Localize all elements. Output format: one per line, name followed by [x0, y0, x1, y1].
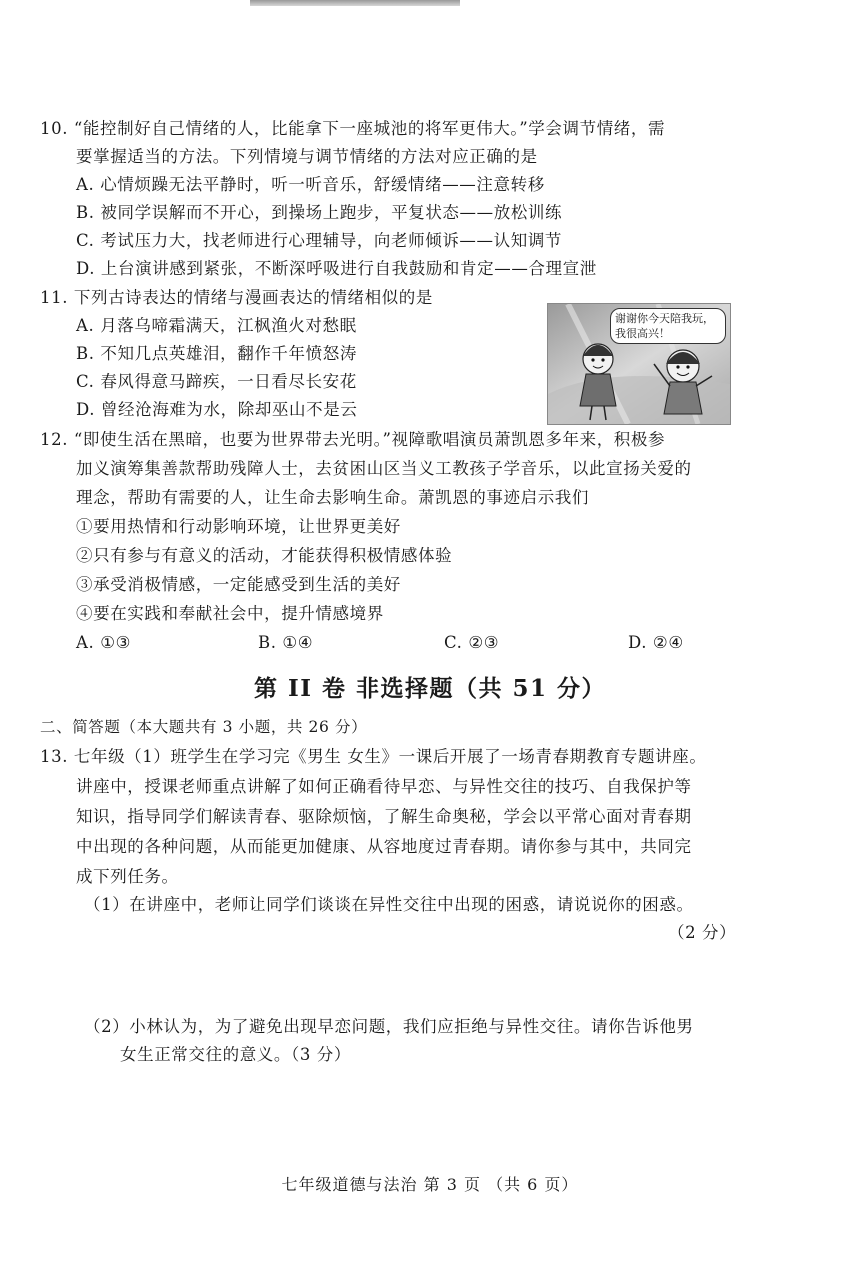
q10-option-d: D. 上台演讲感到紧张，不断深呼吸进行自我鼓励和肯定——合理宣泄	[76, 259, 597, 278]
q12-item-2: ②只有参与有意义的活动，才能获得积极情感体验	[76, 546, 453, 565]
q12-option-d: D. ②④	[628, 633, 684, 652]
q10-stem-line2: 要掌握适当的方法。下列情境与调节情绪的方法对应正确的是	[76, 147, 538, 166]
q11-comic-image	[547, 303, 731, 425]
q12-stem-line2: 加义演筹集善款帮助残障人士，去贫困山区当义工教孩子学音乐，以此宣扬关爱的	[76, 459, 692, 478]
q11-stem: 11. 下列古诗表达的情绪与漫画表达的情绪相似的是	[40, 288, 433, 307]
q11-option-c: C. 春风得意马蹄疾，一日看尽长安花	[76, 372, 357, 391]
q12-item-1: ①要用热情和行动影响环境，让世界更美好	[76, 517, 401, 536]
q12-item-4: ④要在实践和奉献社会中，提升情感境界	[76, 604, 384, 623]
q13-subquestion-1: （1）在讲座中，老师让同学们谈谈在异性交往中出现的困惑，请说说你的困惑。	[84, 895, 694, 914]
q12-stem-line1: 12. “即使生活在黑暗，也要为世界带去光明。”视障歌唱演员萧凯恩多年来，积极参	[40, 430, 666, 449]
q11-option-b: B. 不知几点英雄泪，翻作千年愤怒涛	[76, 344, 357, 363]
q11-option-a: A. 月落乌啼霜满天，江枫渔火对愁眠	[76, 316, 357, 335]
q12-item-3: ③承受消极情感，一定能感受到生活的美好	[76, 575, 401, 594]
q13-stem-line1: 13. 七年级（1）班学生在学习完《男生 女生》一课后开展了一场青春期教育专题讲座。	[40, 747, 707, 766]
q13-subquestion-2-line2: 女生正常交往的意义。（3 分）	[120, 1045, 351, 1064]
q11-option-d: D. 曾经沧海难为水，除却巫山不是云	[76, 400, 358, 419]
comic-speech-bubble: 谢谢你今天陪我玩，我很高兴！	[610, 308, 726, 344]
q12-option-c: C. ②③	[444, 633, 500, 652]
q13-stem-line4: 中出现的各种问题，从而能更加健康、从容地度过青春期。请你参与其中，共同完	[76, 837, 692, 856]
q10-option-b: B. 被同学误解而不开心，到操场上跑步，平复状态——放松训练	[76, 203, 563, 222]
q10-option-a: A. 心情烦躁无法平静时，听一听音乐，舒缓情绪——注意转移	[76, 175, 545, 194]
q12-option-b: B. ①④	[258, 633, 314, 652]
q13-stem-line2: 讲座中，授课老师重点讲解了如何正确看待早恋、与异性交往的技巧、自我保护等	[76, 777, 692, 796]
part2-heading: 二、简答题（本大题共有 3 小题，共 26 分）	[40, 718, 368, 736]
q12-stem-line3: 理念，帮助有需要的人，让生命去影响生命。萧凯恩的事迹启示我们	[76, 488, 589, 507]
section-title: 第 II 卷 非选择题（共 51 分）	[253, 675, 607, 702]
q13-subquestion-1-score: （2 分）	[668, 923, 737, 942]
page-footer: 七年级道德与法治 第 3 页 （共 6 页）	[281, 1175, 579, 1194]
q13-stem-line3: 知识，指导同学们解读青春、驱除烦恼，了解生命奥秘，学会以平常心面对青春期	[76, 807, 692, 826]
page-top-rule	[250, 0, 460, 6]
q13-stem-line5: 成下列任务。	[76, 867, 179, 886]
q10-option-c: C. 考试压力大，找老师进行心理辅导，向老师倾诉——认知调节	[76, 231, 563, 250]
q12-option-a: A. ①③	[76, 633, 131, 652]
q10-stem-line1: 10. “能控制好自己情绪的人，比能拿下一座城池的将军更伟大。”学会调节情绪，需	[40, 119, 666, 138]
q13-subquestion-2-line1: （2）小林认为，为了避免出现早恋问题，我们应拒绝与异性交往。请你告诉他男	[84, 1017, 694, 1036]
